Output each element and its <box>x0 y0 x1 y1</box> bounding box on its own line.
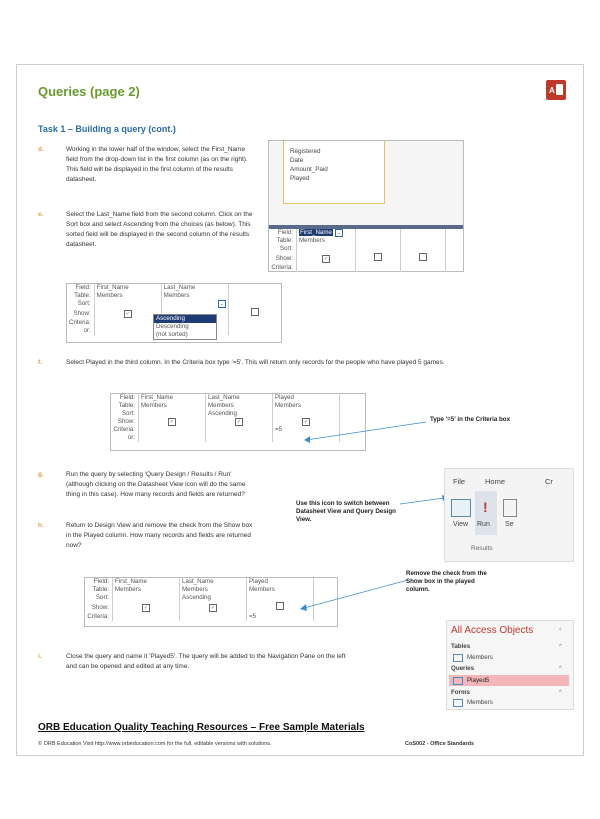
run-button-label: Run <box>477 521 490 528</box>
row-label-criteria: Criteria: <box>69 319 91 326</box>
run-button[interactable] <box>475 491 497 535</box>
row-label-show: Show: <box>117 418 135 425</box>
nav-item-played5-highlight[interactable] <box>449 675 569 686</box>
list-item[interactable]: Registered <box>290 148 321 155</box>
row-label-sort: Sort: <box>279 245 293 252</box>
step-e-letter: e. <box>38 211 44 218</box>
step-i-letter: i. <box>38 653 42 660</box>
chevron-left-icon[interactable]: ‹ <box>559 626 562 633</box>
access-logo-icon: A <box>546 80 566 100</box>
field-cell[interactable]: First_Name <box>113 578 180 586</box>
nav-pane-title[interactable]: All Access Objects <box>451 625 534 636</box>
list-item[interactable]: Date <box>290 157 304 164</box>
show-checkbox[interactable] <box>374 253 382 261</box>
show-checkbox-unchecked[interactable] <box>276 602 284 610</box>
field-cell[interactable]: Played <box>273 394 340 402</box>
table-cell[interactable]: Members <box>139 402 206 410</box>
sort-options-list <box>153 314 217 340</box>
step-f-text: Select Played in the third column. In the Criteria box type '=5'. This will return only records for the people who have played 5 games. <box>66 359 445 366</box>
row-label-sort: Sort: <box>121 410 135 417</box>
ribbon-results-group <box>444 468 574 562</box>
row-label-sort: Sort: <box>95 594 109 601</box>
show-checkbox[interactable]: ✓ <box>143 604 149 611</box>
footer-heading: ORB Education Quality Teaching Resources – Free Sample Materials <box>38 722 365 733</box>
field-cell[interactable]: Last_Name <box>180 578 247 586</box>
table-cell[interactable]: Members <box>247 586 314 594</box>
step-f-letter: f. <box>38 359 42 366</box>
row-label-criteria: Criteria: <box>271 264 293 271</box>
dropdown-arrow-icon[interactable]: ⌄ <box>219 301 224 307</box>
option-ascending[interactable]: Ascending <box>154 315 216 323</box>
task-heading: Task 1 – Building a query (cont.) <box>38 124 176 134</box>
row-label-field: Field: <box>93 578 109 585</box>
nav-item-members[interactable]: Members <box>467 654 493 661</box>
arrow-show <box>296 576 412 616</box>
row-label-table: Table: <box>74 292 91 299</box>
step-d-letter: d. <box>38 146 44 153</box>
dropdown-arrow-icon[interactable]: ⌄ <box>336 230 341 236</box>
row-label-or: or: <box>127 434 135 441</box>
note-run-icon: Use this icon to switch between Datasheet View and Query Design View. <box>296 500 396 523</box>
show-checkbox[interactable]: ✓ <box>303 419 309 425</box>
run-icon: ! <box>483 499 488 515</box>
arrow-run <box>398 494 450 508</box>
tab-file[interactable]: File <box>453 477 466 486</box>
row-label-show: Show: <box>275 254 293 262</box>
option-descending[interactable]: Descending <box>156 323 189 330</box>
row-label-show: Show: <box>73 309 91 317</box>
step-h-letter: h. <box>38 522 44 529</box>
table-icon <box>453 654 463 662</box>
nav-section-forms[interactable]: Forms <box>451 689 470 696</box>
show-checkbox[interactable] <box>419 253 427 261</box>
sort-cell[interactable]: Ascending <box>206 410 273 418</box>
list-item[interactable]: Played <box>290 175 310 182</box>
note-criteria: Type '=5' in the Criteria box <box>430 416 511 423</box>
sort-cell[interactable]: Ascending <box>180 594 247 602</box>
option-not-sorted[interactable]: (not sorted) <box>156 331 188 338</box>
show-checkbox[interactable] <box>251 308 259 316</box>
page-title: Queries (page 2) <box>38 84 140 99</box>
field-cell[interactable]: Last_Name <box>206 394 273 402</box>
nav-section-queries[interactable]: Queries <box>451 665 475 672</box>
screenshot-field-dropdown <box>268 140 464 272</box>
view-button-label[interactable]: View <box>453 521 469 528</box>
step-d-text: Working in the lower half of the window, select the First_Name field from the drop-down list in the first column (as on the right). This field will be displayed in the first column of the results datasheet. <box>66 146 248 183</box>
nav-item-played5[interactable]: Played5 <box>467 677 490 684</box>
step-g-text: Run the query by selecting 'Query Design / Results / Run' (although clicking on the Datasheet View icon will do the same thing in this case). How many records and fields are returned? <box>66 471 246 498</box>
step-g-letter: g. <box>38 471 44 478</box>
field-cell[interactable]: Played <box>247 578 314 586</box>
chevron-up-icon[interactable]: ^ <box>559 643 562 650</box>
chevron-up-icon[interactable]: ^ <box>559 665 562 672</box>
show-checkbox[interactable]: ✓ <box>125 310 130 317</box>
row-label-field: Field: <box>75 284 91 291</box>
show-checkbox[interactable]: ✓ <box>323 255 329 262</box>
footer-code: CoS002 - Office Standards <box>405 741 475 747</box>
tab-home[interactable]: Home <box>485 477 506 486</box>
field-cell[interactable]: Last_Name <box>161 284 228 292</box>
show-checkbox[interactable]: ✓ <box>210 604 216 611</box>
row-label-show: Show: <box>91 603 109 611</box>
table-cell[interactable]: Members <box>180 586 247 594</box>
table-cell[interactable]: Members <box>113 586 180 594</box>
field-cell[interactable]: First_Name <box>139 394 206 402</box>
select-button-label[interactable]: Se <box>505 521 514 528</box>
row-label-table: Table: <box>92 586 109 593</box>
step-i-text: Close the query and name it 'Played5'. The query will be added to the Navigation Pane on the left and can be opened and edited at any time. <box>66 653 346 670</box>
table-cell[interactable]: Members <box>94 292 161 300</box>
list-item[interactable]: Amount_Paid <box>290 166 328 173</box>
row-label-field: Field: <box>277 229 293 236</box>
field-cell[interactable]: First_Name <box>94 284 161 292</box>
note-remove-check: Remove the check from the Show box in the played column. <box>406 570 487 593</box>
screenshot-sort-dropdown <box>66 283 282 343</box>
field1-selected[interactable]: First_Name <box>300 229 332 236</box>
show-checkbox[interactable]: ✓ <box>236 419 242 425</box>
row-label-field: Field: <box>119 394 135 401</box>
navigation-pane <box>446 620 574 710</box>
arrow-criteria <box>300 418 430 448</box>
row-label-table: Table: <box>118 402 135 409</box>
step-h-text: Return to Design View and remove the check from the Show box in the Played column. How many records and fields are returned now? <box>66 522 253 549</box>
row-label-sort: Sort: <box>77 300 91 307</box>
row-label-or: or: <box>83 327 91 334</box>
datasheet-view-icon[interactable] <box>451 499 471 517</box>
table1-cell[interactable]: Members <box>297 237 356 245</box>
row-label-table: Table: <box>276 237 293 244</box>
nav-section-tables[interactable]: Tables <box>451 643 471 650</box>
row-label-criteria: Criteria: <box>113 426 135 433</box>
criteria-cell[interactable]: =5 <box>247 613 314 621</box>
criteria-cell[interactable]: =5 <box>273 426 340 434</box>
show-checkbox[interactable]: ✓ <box>169 419 175 425</box>
footer-copyright: © ORB Education Visit http://www.orbeducation.com for the full, editable versions with solutions. <box>38 741 272 747</box>
table-cell[interactable]: Members <box>273 402 340 410</box>
row-label-criteria: Criteria: <box>87 613 109 620</box>
tab-create[interactable]: Cr <box>545 477 553 486</box>
field-list-panel <box>283 141 385 204</box>
select-icon[interactable] <box>503 499 517 517</box>
results-group-label: Results <box>471 545 493 552</box>
nav-item-members-form[interactable]: Members <box>467 699 493 706</box>
form-icon <box>453 699 463 707</box>
table-cell[interactable]: Members <box>161 292 228 300</box>
table-cell[interactable]: Members <box>206 402 273 410</box>
chevron-up-icon[interactable]: ^ <box>559 689 562 696</box>
step-e-text: Select the Last_Name field from the second column. Click on the Sort box and select Ascending from the choices (as below). This sorted field will be displayed in the second column of the results datasheet. <box>66 211 253 248</box>
query-icon <box>453 677 463 685</box>
